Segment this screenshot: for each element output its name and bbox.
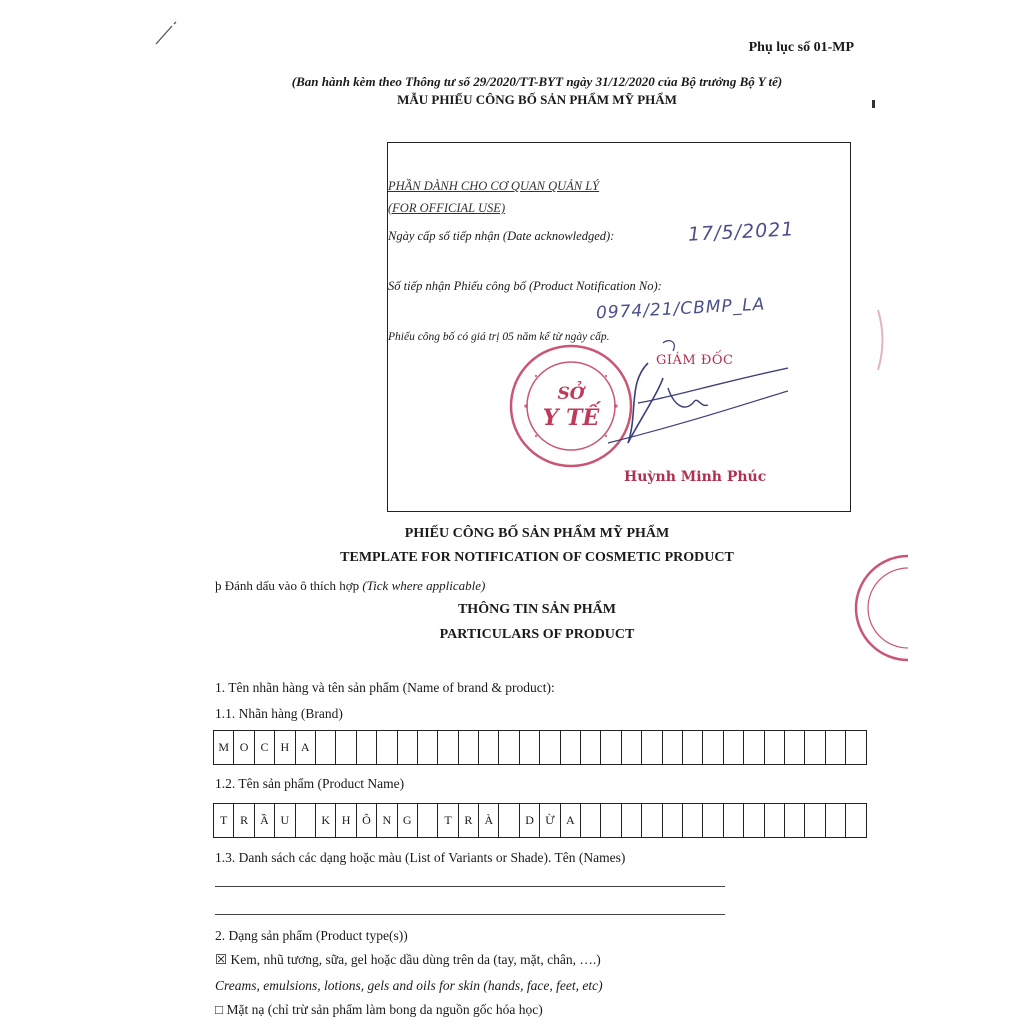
brand-cell [744,731,764,764]
director-title: GIÁM ĐỐC [656,353,734,368]
product-cell [296,804,316,837]
brand-cell: O [234,731,254,764]
product-cell: A [561,804,581,837]
brand-cell [479,731,499,764]
brand-cell: A [296,731,316,764]
variants-line-2 [215,914,725,915]
product-cell [826,804,846,837]
product-cell [581,804,601,837]
brand-cell [540,731,560,764]
product-cell: N [377,804,397,837]
product-cell [744,804,764,837]
appendix-number: Phụ lục số 01-MP [748,40,854,55]
issued-with-note: (Ban hành kèm theo Thông tư số 29/2020/TT-BYT ngày 31/12/2020 của Bộ trưởng Bộ Y tế) [291,74,783,89]
product-cell: U [275,804,295,837]
type-cream-option: ☒ Kem, nhũ tương, sữa, gel hoặc dầu dùng trên da (tay, mặt, chân, ….) [215,952,601,967]
brand-cell [724,731,744,764]
official-heading-vi: PHẦN DÀNH CHO CƠ QUAN QUẢN LÝ [388,179,600,193]
brand-cell [499,731,519,764]
product-cell [499,804,519,837]
edge-stamp-fragment [864,300,904,380]
product-cell [663,804,683,837]
brand-cell [683,731,703,764]
director-signature [488,333,788,473]
brand-cell [663,731,683,764]
notification-number-label: Số tiếp nhận Phiếu công bố (Product Notification No): [388,279,662,293]
brand-cell [520,731,540,764]
product-cell: Ừ [540,804,560,837]
brand-cell [581,731,601,764]
product-cell [724,804,744,837]
brand-cell [785,731,805,764]
form-title: MẪU PHIẾU CÔNG BỐ SẢN PHẨM MỸ PHẨM [397,92,677,107]
product-cell: H [336,804,356,837]
date-acknowledged-value: 17/5/2021 [687,218,795,246]
product-name-grid [213,803,867,838]
brand-cell: H [275,731,295,764]
product-name-label: 1.2. Tên sản phẩm (Product Name) [215,776,405,791]
product-cell [418,804,438,837]
edge-stamp-fragment-2 [848,548,908,668]
brand-cell: M [214,731,234,764]
product-cell [846,804,866,837]
brand-cell [703,731,723,764]
product-cell: Ô [357,804,377,837]
brand-cell [601,731,621,764]
product-cell: T [438,804,458,837]
brand-cell [622,731,642,764]
brand-cell [418,731,438,764]
particulars-title-en: PARTICULARS OF PRODUCT [439,627,635,642]
product-cell: D [520,804,540,837]
brand-cell [357,731,377,764]
stamp-text-line1: SỞ [557,384,585,404]
brand-cell [561,731,581,764]
brand-cell [826,731,846,764]
product-cell [805,804,825,837]
brand-cell [846,731,866,764]
brand-product-label: 1. Tên nhãn hàng và tên sản phẩm (Name of brand & product): [215,680,555,695]
product-cell [622,804,642,837]
product-cell: À [479,804,499,837]
notification-title-vi: PHIẾU CÔNG BỐ SẢN PHẨM MỸ PHẨM [404,526,670,541]
product-cell: Ầ [255,804,275,837]
validity-note: Phiếu công bố có giá trị 05 năm kể từ ngày cấp. [388,331,610,343]
brand-cell [459,731,479,764]
stamp-text-line2: Y TẾ [542,405,600,431]
notification-number-value: 0974/21/CBMP_LA [595,294,766,324]
product-cell: G [398,804,418,837]
product-cell [642,804,662,837]
brand-cell [398,731,418,764]
brand-cell [765,731,785,764]
tick-note [215,578,485,594]
pen-mark [150,18,190,48]
brand-cell [642,731,662,764]
particulars-title-vi: THÔNG TIN SẢN PHẨM [457,602,617,617]
product-cell [765,804,785,837]
brand-grid [213,730,867,765]
tick-note-vi: þ Đánh dấu vào ô thích hợp [215,578,360,593]
product-cell: T [214,804,234,837]
brand-cell [805,731,825,764]
official-heading-en: (FOR OFFICIAL USE) [388,201,506,215]
variants-label: 1.3. Danh sách các dạng hoặc màu (List of Variants or Shade). Tên (Names) [215,850,626,865]
signer-name: Huỳnh Minh Phúc [624,469,767,485]
product-cell [703,804,723,837]
brand-cell [336,731,356,764]
product-cell [785,804,805,837]
tick-note-en: (Tick where applicable) [362,578,486,593]
brand-cell: C [255,731,275,764]
product-type-label: 2. Dạng sản phẩm (Product type(s)) [215,928,408,943]
product-cell: R [234,804,254,837]
official-use-box [387,142,851,512]
type-cream-option-en: Creams, emulsions, lotions, gels and oils for skin (hands, face, feet, etc) [215,978,603,993]
brand-cell [438,731,458,764]
product-cell [683,804,703,837]
brand-label: 1.1. Nhãn hàng (Brand) [215,706,343,721]
type-mask-option: □ Mặt nạ (chỉ trừ sản phẩm làm bong da nguồn gốc hóa học) [215,1002,543,1017]
date-acknowledged-label: Ngày cấp số tiếp nhận (Date acknowledged): [388,229,615,243]
product-cell: K [316,804,336,837]
brand-cell [377,731,397,764]
side-mark [872,100,875,108]
product-cell [601,804,621,837]
brand-cell [316,731,336,764]
notification-title-en: TEMPLATE FOR NOTIFICATION OF COSMETIC PRODUCT [340,550,734,565]
variants-line-1 [215,886,725,887]
product-cell: R [459,804,479,837]
